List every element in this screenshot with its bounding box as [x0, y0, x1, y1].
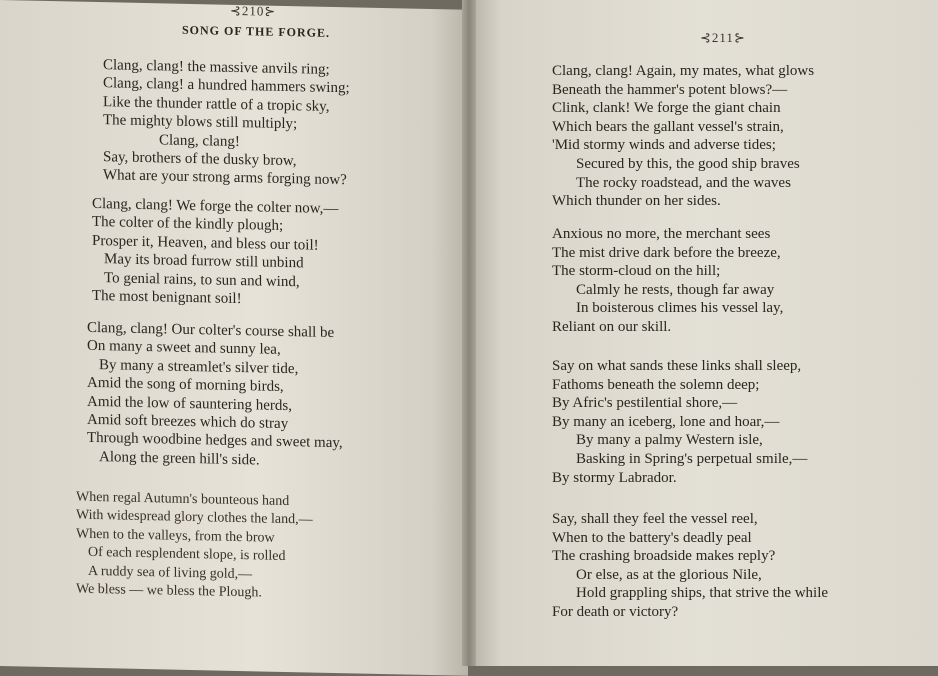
- left-stanza-3: [87, 319, 343, 472]
- poem-line: For death or victory?: [552, 603, 679, 620]
- left-stanza-1: [103, 56, 350, 190]
- poem-line: Amid the low of sauntering herds,: [87, 393, 292, 414]
- left-stanza-4: [76, 489, 313, 604]
- poem-line: Hold grappling ships, that strive the while: [576, 585, 829, 602]
- poem-line: Clang, clang! Again, my mates, what glows: [552, 63, 815, 79]
- poem-line: When to the battery's deadly peal: [552, 529, 752, 546]
- poem-line: Basking in Spring's perpetual smile,—: [576, 450, 808, 467]
- poem-line: Clang, clang! Our colter's course shall be: [87, 319, 335, 342]
- right-stanza-3: [552, 357, 807, 487]
- poem-line: With widespread glory clothes the land,—: [76, 507, 313, 528]
- poem-line: Along the green hill's side.: [99, 448, 260, 469]
- poem-line: When regal Autumn's bounteous hand: [76, 489, 290, 510]
- poem-line: By many a streamlet's silver tide,: [99, 356, 299, 378]
- poem-line: Through woodbine hedges and sweet may,: [87, 430, 343, 452]
- poem-line: 'Mid stormy winds and adverse tides;: [552, 137, 776, 154]
- poem-line: By Afric's pestilential shore,—: [552, 395, 738, 412]
- poem-line: Calmly he rests, though far away: [576, 281, 775, 298]
- poem-line: Clang, clang!: [159, 131, 240, 150]
- left-page: [0, 0, 468, 676]
- left-page-number: ⊰210⊱: [230, 2, 277, 19]
- poem-line: Clang, clang! a hundred hammers swing;: [103, 75, 350, 97]
- poem-line: What are your strong arms forging now?: [103, 167, 347, 189]
- poem-line: The most benignant soil!: [92, 287, 242, 308]
- left-stanza-2: [92, 195, 338, 311]
- poem-line: Of each resplendent slope, is rolled: [88, 545, 286, 565]
- poem-line: The rocky roadstead, and the waves: [576, 174, 791, 191]
- poem-line: Prosper it, Heaven, and bless our toil!: [92, 232, 319, 254]
- poem-line: Which bears the gallant vessel's strain,: [552, 118, 784, 135]
- right-stanza-2: [552, 225, 783, 337]
- poem-line: Amid soft breezes which do stray: [87, 411, 289, 433]
- poem-line: Clang, clang! We forge the colter now,—: [92, 195, 339, 218]
- poem-line: Beneath the hammer's potent blows?—: [552, 81, 788, 98]
- poem-line: On many a sweet and sunny lea,: [87, 338, 281, 359]
- poem-line: Fathoms beneath the solemn deep;: [552, 376, 760, 393]
- poem-line: Reliant on our skill.: [552, 318, 672, 335]
- poem-line: Clink, clank! We forge the giant chain: [552, 100, 781, 117]
- poem-line: In boisterous climes his vessel lay,: [576, 300, 784, 317]
- poem-line: To genial rains, to sun and wind,: [104, 269, 300, 290]
- book-gutter: [462, 0, 476, 666]
- poem-line: Say, shall they feel the vessel reel,: [552, 511, 758, 527]
- poem-line: May its broad furrow still unbind: [104, 251, 304, 272]
- poem-title: SONG OF THE FORGE.: [182, 22, 331, 40]
- poem-line: Like the thunder rattle of a tropic sky,: [103, 93, 330, 115]
- right-page-number: ⊰211⊱: [700, 30, 746, 45]
- poem-line: Say on what sands these links shall sleep,: [552, 358, 802, 374]
- poem-line: The crashing broadside makes reply?: [552, 548, 776, 565]
- poem-line: The mist drive dark before the breeze,: [552, 244, 781, 261]
- poem-line: A ruddy sea of living gold,—: [88, 563, 253, 582]
- poem-line: The mighty blows still multiply;: [103, 112, 298, 133]
- poem-line: Say, brothers of the dusky brow,: [103, 149, 297, 170]
- poem-line: Which thunder on her sides.: [552, 193, 721, 210]
- poem-line: By many an iceberg, lone and hoar,—: [552, 413, 780, 430]
- poem-line: By stormy Labrador.: [552, 469, 677, 486]
- poem-line: Clang, clang! the massive anvils ring;: [103, 57, 330, 78]
- poem-line: Amid the song of morning birds,: [87, 375, 284, 396]
- right-stanza-4: [552, 510, 828, 622]
- right-stanza-1: [552, 62, 814, 211]
- right-page: [468, 0, 938, 666]
- poem-line: By many a palmy Western isle,: [576, 432, 763, 449]
- poem-line: When to the valleys, from the brow: [76, 526, 275, 546]
- poem-line: The colter of the kindly plough;: [92, 214, 284, 235]
- poem-line: Anxious no more, the merchant sees: [552, 226, 771, 242]
- poem-line: The storm-cloud on the hill;: [552, 263, 721, 280]
- poem-line: Or else, as at the glorious Nile,: [576, 566, 762, 583]
- poem-line: We bless — we bless the Plough.: [76, 581, 262, 601]
- poem-line: Secured by this, the good ship braves: [576, 155, 800, 172]
